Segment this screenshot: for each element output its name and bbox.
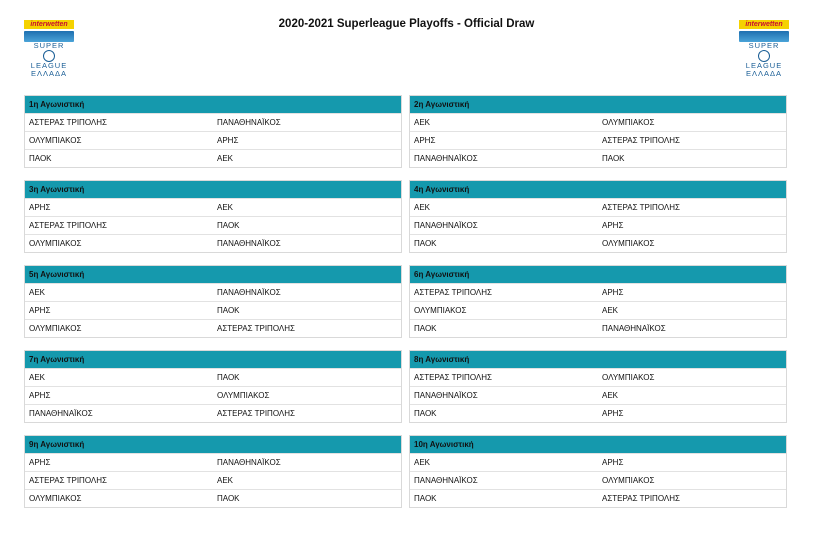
away-team: ΠΑΟΚ <box>217 306 240 315</box>
round-header: 7η Αγωνιστική <box>25 351 401 368</box>
match-row <box>25 149 401 167</box>
round-card-4 <box>409 180 787 253</box>
match-row <box>410 301 786 319</box>
away-team: ΑΡΗΣ <box>602 288 624 297</box>
home-team: ΠΑΟΚ <box>414 494 437 503</box>
home-team: ΟΛΥΜΠΙΑΚΟΣ <box>414 306 467 315</box>
round-card-8 <box>409 350 787 423</box>
match-row <box>410 216 786 234</box>
away-team: ΑΡΗΣ <box>602 221 624 230</box>
away-team: ΑΣΤΕΡΑΣ ΤΡΙΠΟΛΗΣ <box>602 203 680 212</box>
round-card-7 <box>24 350 402 423</box>
away-team: ΑΕΚ <box>602 391 619 400</box>
match-row <box>25 404 401 422</box>
home-team: ΑΣΤΕΡΑΣ ΤΡΙΠΟΛΗΣ <box>29 476 107 485</box>
logo-brand: interwetten <box>739 20 789 29</box>
superleague-logo-left <box>24 20 74 88</box>
match-row <box>25 386 401 404</box>
match-row <box>25 198 401 216</box>
logo-word-league: LEAGUE <box>30 61 68 70</box>
round-header: 2η Αγωνιστική <box>410 96 786 113</box>
home-team: ΑΣΤΕΡΑΣ ΤΡΙΠΟΛΗΣ <box>414 373 492 382</box>
home-team: ΟΛΥΜΠΙΑΚΟΣ <box>29 136 82 145</box>
away-team: ΠΑΟΚ <box>217 494 240 503</box>
match-row <box>25 453 401 471</box>
home-team: ΟΛΥΜΠΙΑΚΟΣ <box>29 494 82 503</box>
home-team: ΠΑΝΑΘΗΝΑΪΚΟΣ <box>414 221 478 230</box>
match-row <box>25 283 401 301</box>
away-team: ΠΑΝΑΘΗΝΑΪΚΟΣ <box>217 288 281 297</box>
away-team: ΑΣΤΕΡΑΣ ΤΡΙΠΟΛΗΣ <box>602 494 680 503</box>
round-header: 10η Αγωνιστική <box>410 436 786 453</box>
away-team: ΠΑΝΑΘΗΝΑΪΚΟΣ <box>217 118 281 127</box>
home-team: ΑΕΚ <box>414 203 431 212</box>
match-row <box>410 234 786 252</box>
home-team: ΑΡΗΣ <box>29 458 51 467</box>
round-card-10 <box>409 435 787 508</box>
superleague-logo-right <box>739 20 789 88</box>
home-team: ΑΣΤΕΡΑΣ ΤΡΙΠΟΛΗΣ <box>414 288 492 297</box>
logo-word-super: SUPER <box>33 41 65 50</box>
match-row <box>25 113 401 131</box>
match-row <box>25 131 401 149</box>
away-team: ΑΡΗΣ <box>217 136 239 145</box>
home-team: ΑΕΚ <box>414 118 431 127</box>
match-row <box>410 149 786 167</box>
away-team: ΑΣΤΕΡΑΣ ΤΡΙΠΟΛΗΣ <box>217 409 295 418</box>
away-team: ΑΡΗΣ <box>602 409 624 418</box>
away-team: ΠΑΝΑΘΗΝΑΪΚΟΣ <box>217 458 281 467</box>
home-team: ΠΑΝΑΘΗΝΑΪΚΟΣ <box>414 476 478 485</box>
logo-word-country: ΕΛΛΑΔΑ <box>745 69 783 78</box>
match-row <box>25 234 401 252</box>
away-team: ΠΑΟΚ <box>217 221 240 230</box>
home-team: ΑΡΗΣ <box>29 203 51 212</box>
home-team: ΠΑΟΚ <box>414 409 437 418</box>
match-row <box>25 319 401 337</box>
round-card-6 <box>409 265 787 338</box>
home-team: ΑΡΗΣ <box>414 136 436 145</box>
logo-word-league: LEAGUE <box>745 61 783 70</box>
match-row <box>410 283 786 301</box>
away-team: ΟΛΥΜΠΙΑΚΟΣ <box>217 391 270 400</box>
home-team: ΑΕΚ <box>29 288 46 297</box>
home-team: ΠΑΝΑΘΗΝΑΪΚΟΣ <box>29 409 93 418</box>
round-card-1 <box>24 95 402 168</box>
match-row <box>25 216 401 234</box>
away-team: ΑΣΤΕΡΑΣ ΤΡΙΠΟΛΗΣ <box>602 136 680 145</box>
away-team: ΑΕΚ <box>217 203 234 212</box>
match-row <box>25 301 401 319</box>
match-row <box>410 319 786 337</box>
page-title: 2020-2021 Superleague Playoffs - Official Draw <box>278 18 535 30</box>
away-team: ΑΕΚ <box>217 476 234 485</box>
away-team: ΑΡΗΣ <box>602 458 624 467</box>
home-team: ΠΑΝΑΘΗΝΑΪΚΟΣ <box>414 154 478 163</box>
round-card-5 <box>24 265 402 338</box>
away-team: ΠΑΝΑΘΗΝΑΪΚΟΣ <box>217 239 281 248</box>
match-row <box>410 113 786 131</box>
away-team: ΑΕΚ <box>217 154 234 163</box>
match-row <box>25 471 401 489</box>
home-team: ΑΣΤΕΡΑΣ ΤΡΙΠΟΛΗΣ <box>29 118 107 127</box>
home-team: ΑΡΗΣ <box>29 306 51 315</box>
home-team: ΠΑΟΚ <box>29 154 52 163</box>
away-team: ΟΛΥΜΠΙΑΚΟΣ <box>602 239 655 248</box>
home-team: ΠΑΟΚ <box>414 324 437 333</box>
away-team: ΟΛΥΜΠΙΑΚΟΣ <box>602 373 655 382</box>
round-header: 9η Αγωνιστική <box>25 436 401 453</box>
away-team: ΑΣΤΕΡΑΣ ΤΡΙΠΟΛΗΣ <box>217 324 295 333</box>
match-row <box>410 131 786 149</box>
home-team: ΑΕΚ <box>29 373 46 382</box>
away-team: ΟΛΥΜΠΙΑΚΟΣ <box>602 476 655 485</box>
round-card-3 <box>24 180 402 253</box>
round-header: 6η Αγωνιστική <box>410 266 786 283</box>
match-row <box>410 489 786 507</box>
away-team: ΠΑΟΚ <box>217 373 240 382</box>
round-header: 4η Αγωνιστική <box>410 181 786 198</box>
away-team: ΠΑΟΚ <box>602 154 625 163</box>
logo-word-super: SUPER <box>748 41 780 50</box>
home-team: ΑΡΗΣ <box>29 391 51 400</box>
match-row <box>410 386 786 404</box>
match-row <box>25 368 401 386</box>
round-card-2 <box>409 95 787 168</box>
match-row <box>410 404 786 422</box>
home-team: ΑΣΤΕΡΑΣ ΤΡΙΠΟΛΗΣ <box>29 221 107 230</box>
match-row <box>410 368 786 386</box>
round-header: 3η Αγωνιστική <box>25 181 401 198</box>
logo-word-country: ΕΛΛΑΔΑ <box>30 69 68 78</box>
home-team: ΠΑΝΑΘΗΝΑΪΚΟΣ <box>414 391 478 400</box>
logo-brand: interwetten <box>24 20 74 29</box>
away-team: ΠΑΝΑΘΗΝΑΪΚΟΣ <box>602 324 666 333</box>
round-header: 1η Αγωνιστική <box>25 96 401 113</box>
match-row <box>410 453 786 471</box>
match-row <box>410 198 786 216</box>
home-team: ΑΕΚ <box>414 458 431 467</box>
away-team: ΟΛΥΜΠΙΑΚΟΣ <box>602 118 655 127</box>
match-row <box>25 489 401 507</box>
round-header: 8η Αγωνιστική <box>410 351 786 368</box>
match-row <box>410 471 786 489</box>
round-card-9 <box>24 435 402 508</box>
round-header: 5η Αγωνιστική <box>25 266 401 283</box>
home-team: ΟΛΥΜΠΙΑΚΟΣ <box>29 239 82 248</box>
home-team: ΟΛΥΜΠΙΑΚΟΣ <box>29 324 82 333</box>
away-team: ΑΕΚ <box>602 306 619 315</box>
home-team: ΠΑΟΚ <box>414 239 437 248</box>
